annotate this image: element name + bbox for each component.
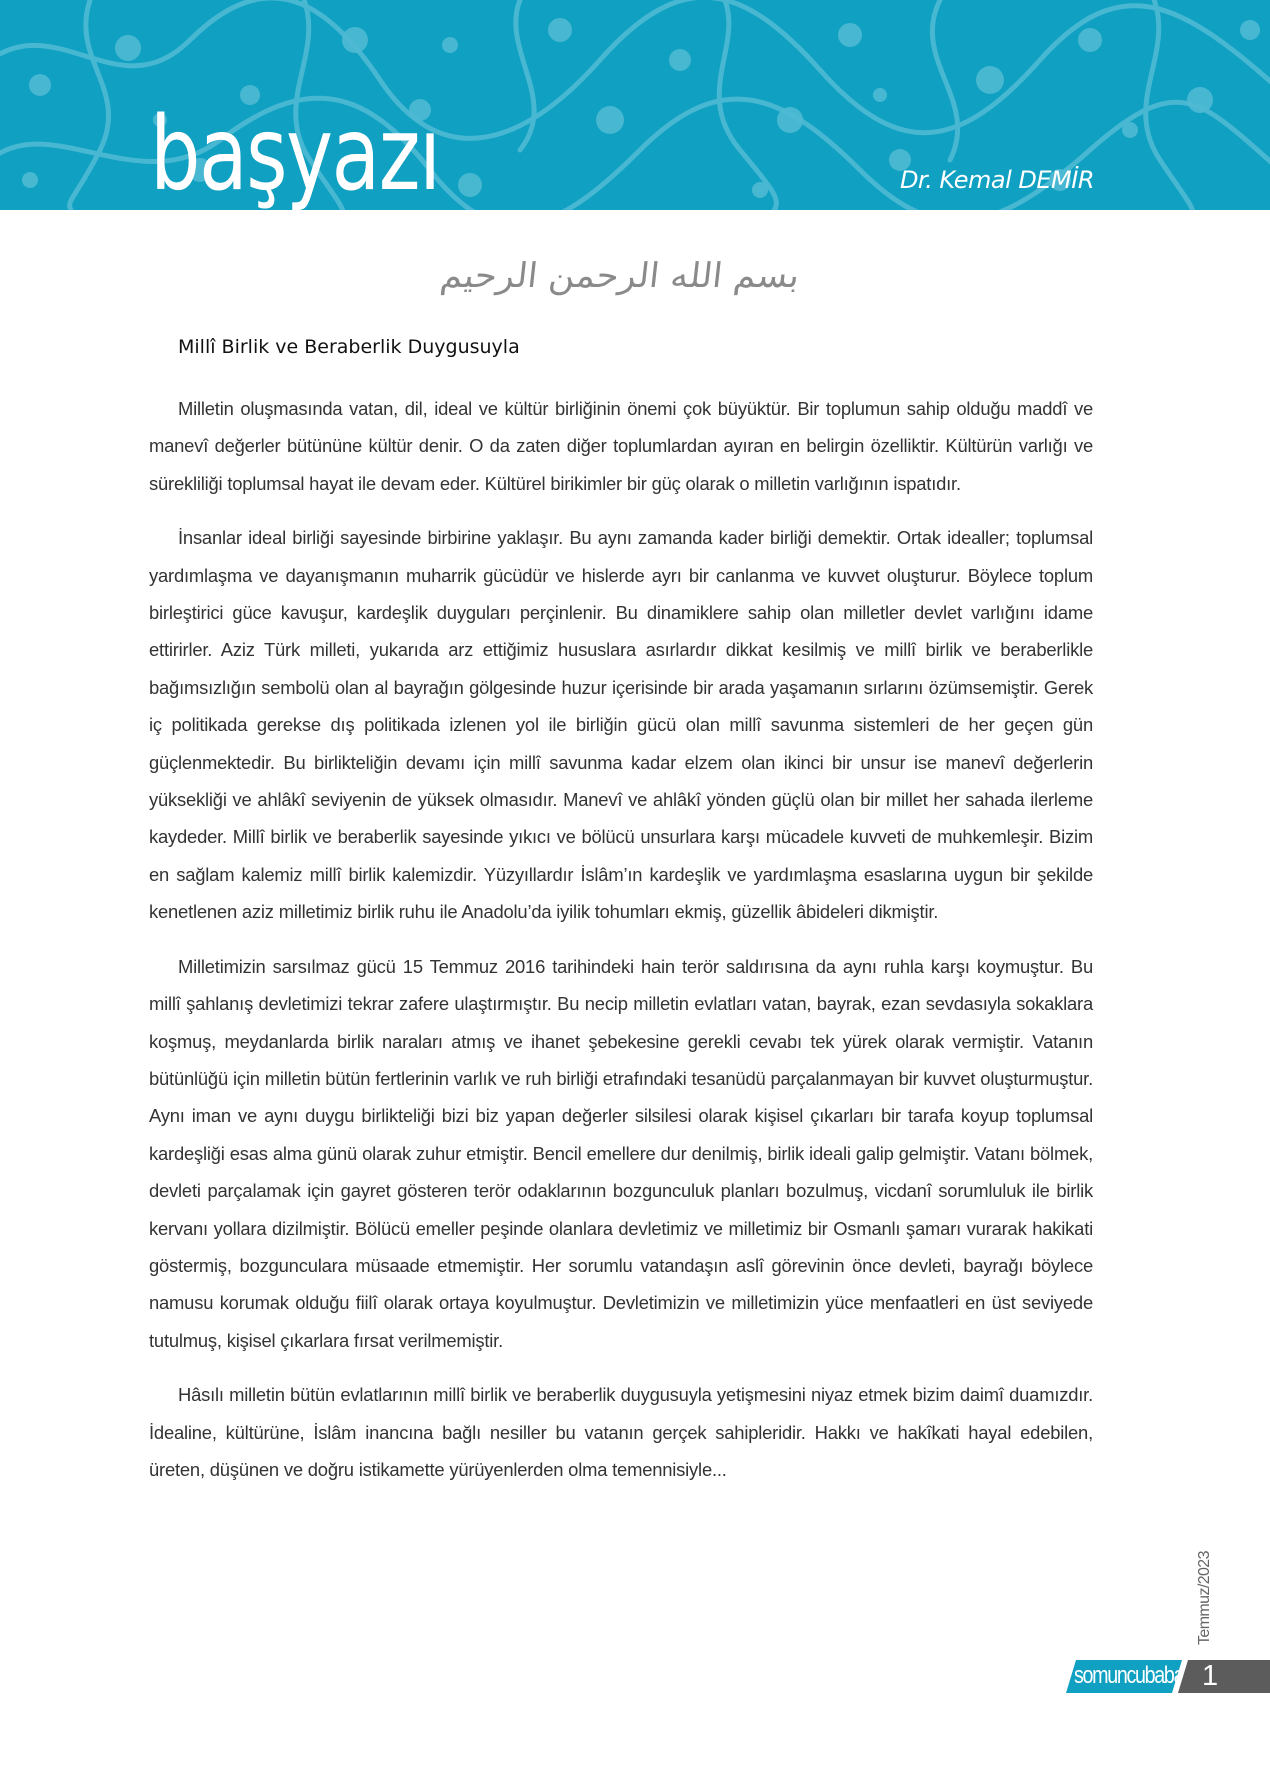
section-title: başyazı xyxy=(150,104,440,210)
article-paragraph: Milletimizin sarsılmaz gücü 15 Temmuz 2016 tarihindeki hain terör saldırısına da aynı ruhla karşı koymuştur. Bu millî şahlanış devletimizi tekrar zafere ulaştırmıştır. Bu necip milletin evlatları vatan, bayrak, ezan sevdasıyla sokaklara koşmuş, meydanlarda birlik naraları atmış ve ihanet şebekesine gerekli cevabı tek yürek olarak vermiştir. Vatanın bütünlüğü için milletin bütün fertlerinin varlık ve ruh birliği etrafındaki tesanüdü parçalanmayan bir kuvvet oluşturmuştur. Aynı iman ve aynı duygu birlikteliği bizi biz yapan değerler silsilesi olarak kişisel çıkarları bir tarafa koyup toplumsal kardeşliği esas alma günü olarak zuhur etmiştir. Bencil emellere dur denilmiş, birlik ideali galip gelmiştir. Vatanı bölmek, devleti parçalamak için gayret gösteren terör odaklarının bozgunculuk planları bozulmuş, vicdanî sorumluluk ile birlik kervanı yollara dizilmiştir. Bölücü emeller peşinde olanlara devletimiz ve milletimiz bir Osmanlı şamarı vurarak hakikati göstermiş, bozgunculara müsaade etmemiştir. Her sorumlu vatandaşın aslî görevinin önce devleti, bayrağı böylece namusu korumak olduğu fiilî olarak ortaya koyulmuştur. Devletimizin ve milletimizin yüce menfaatleri en üst seviyede tutulmuş, kişisel çıkarlara fırsat verilmemiştir. xyxy=(149,955,1093,1351)
magazine-name: somuncubaba xyxy=(1074,1662,1184,1689)
article-title: Millî Birlik ve Beraberlik Duygusuyla xyxy=(178,336,520,358)
page-number-box xyxy=(1178,1660,1270,1693)
issue-date: Temmuz/2023 xyxy=(1196,1551,1213,1645)
basmala-text: بسم الله الرحمن الرحيم xyxy=(438,256,802,296)
author-name: Dr. Kemal DEMİR xyxy=(899,166,1094,194)
article-paragraph: Milletin oluşmasında vatan, dil, ideal ve kültür birliğinin önemi çok büyüktür. Bir toplumun sahip olduğu maddî ve manevî değerler bütününe kültür denir. O da zaten diğer toplumlardan ayıran en belirgin özelliktir. Kültürün varlığı ve sürekliliği toplumsal hayat ile devam eder. Kültürel birikimler bir güç olarak o milletin varlığının ispatıdır. xyxy=(149,398,1093,494)
article-paragraph: Hâsılı milletin bütün evlatlarının millî birlik ve beraberlik duygusuyla yetişmesini niyaz etmek bizim daimî duamızdır. İdealine, kültürüne, İslâm inancına bağlı nesiller bu vatanın gerçek sahipleridir. Hakkı ve hakîkati hayal edebilen, üreten, düşünen ve doğru istikamette yürüyenlerden olma temennisiyle... xyxy=(149,1384,1093,1480)
page-number: 1 xyxy=(1202,1660,1219,1692)
article-body xyxy=(149,390,1093,1505)
article-paragraph: İnsanlar ideal birliği sayesinde birbirine yaklaşır. Bu aynı zamanda kader birliği demektir. Ortak idealler; toplumsal yardımlaşma ve dayanışmanın muharrik gücüdür ve hislerde ayrı bir canlanma ve kuvvet oluşturur. Böylece toplum birleştirici güce kavuşur, kardeşlik duyguları perçinlenir. Bu dinamiklere sahip olan milletler devlet varlığını idame ettirirler. Aziz Türk milleti, yukarıda arz ettiğimiz hususlara asırlardır dikkat kesilmiş ve millî birlik ve beraberlikle bağımsızlığın sembolü olan al bayrağın gölgesinde huzur içerisinde bir arada yaşamanın sırlarını özümsemiştir. Gerek iç politikada gerekse dış politikada izlenen yol ile birliğin gücü olan millî savunma sistemleri de her geçen gün güçlenmektedir. Bu birlikteliğin devamı için millî savunma kadar elzem olan ikinci bir unsur ise manevî değerlerin yüksekliği ve ahlâkî seviyenin de yüksek olmasıdır. Manevî ve ahlâkî yönden güçlü olan bir millet her sahada ilerleme kaydeder. Millî birlik ve beraberlik sayesinde yıkıcı ve bölücü unsurlara karşı mücadele kuvveti de muhkemleşir. Bizim en sağlam kalemiz millî birlik kalemizdir. Yüzyıllardır İslâm’ın kardeşlik ve yardımlaşma esaslarına uygun bir şekilde kenetlenen aziz milletimiz birlik ruhu ile Anadolu’da iyilik tohumları ekmiş, güzellik âbideleri dikmiştir. xyxy=(149,527,1093,923)
magazine-brand xyxy=(1066,1660,1182,1693)
header-banner xyxy=(0,0,1270,210)
page-box-shape-icon xyxy=(1178,1660,1270,1693)
basmala-calligraphy xyxy=(438,236,802,316)
